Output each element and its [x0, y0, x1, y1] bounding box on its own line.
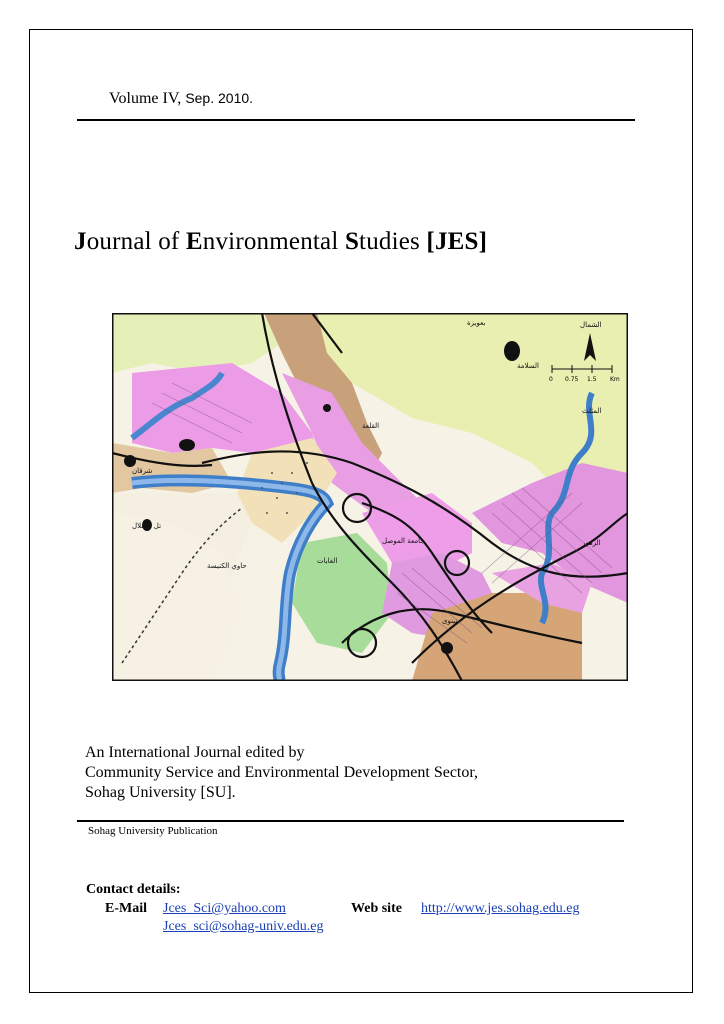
description-line-1: An International Journal edited by	[85, 744, 305, 761]
website-label: Web site	[351, 901, 402, 916]
publication-note: Sohag University Publication	[88, 825, 218, 837]
journal-title: Journal of Environmental Studies [JES]	[74, 228, 488, 255]
place-label: جامعة الموصل	[382, 537, 425, 545]
description-line-2: Community Service and Environmental Development Sector,	[85, 764, 479, 781]
place-label: الشمال	[580, 321, 602, 329]
bottom-divider	[77, 820, 624, 822]
place-label: حاوي الكنيسة	[207, 562, 247, 570]
place-label: نينوى	[442, 617, 458, 625]
map-illustration	[112, 313, 628, 681]
scale-label-0: 0	[549, 376, 553, 383]
website-link[interactable]: http://www.jes.sohag.edu.eg	[421, 901, 580, 916]
contact-heading: Contact details:	[86, 882, 181, 897]
volume-number: Volume IV,	[109, 90, 182, 107]
description-line-3: Sohag University [SU].	[85, 784, 236, 801]
journal-description	[85, 743, 478, 803]
scale-label-1: 0.75	[565, 376, 579, 383]
place-label: شرقان	[132, 467, 153, 475]
place-label: القلعة	[362, 422, 380, 430]
place-label: الزهور	[582, 539, 601, 547]
place-label: بعويزة	[467, 319, 486, 327]
email-link-2[interactable]: Jces_sci@sohag-univ.edu.eg	[163, 919, 324, 934]
cover-map	[112, 313, 628, 681]
email-link-1[interactable]: Jces_Sci@yahoo.com	[163, 901, 286, 916]
place-label: السلامة	[517, 362, 540, 370]
place-label: الغابات	[317, 557, 338, 565]
email-label: E-Mail	[105, 901, 147, 916]
volume-header	[109, 90, 253, 108]
place-label: المثلث	[582, 407, 602, 415]
place-label: تل الشلال	[132, 522, 162, 530]
scale-label-3: Km	[610, 376, 620, 383]
top-divider	[77, 119, 635, 121]
volume-date: Sep. 2010.	[185, 90, 254, 106]
scale-label-2: 1.5	[587, 376, 597, 383]
